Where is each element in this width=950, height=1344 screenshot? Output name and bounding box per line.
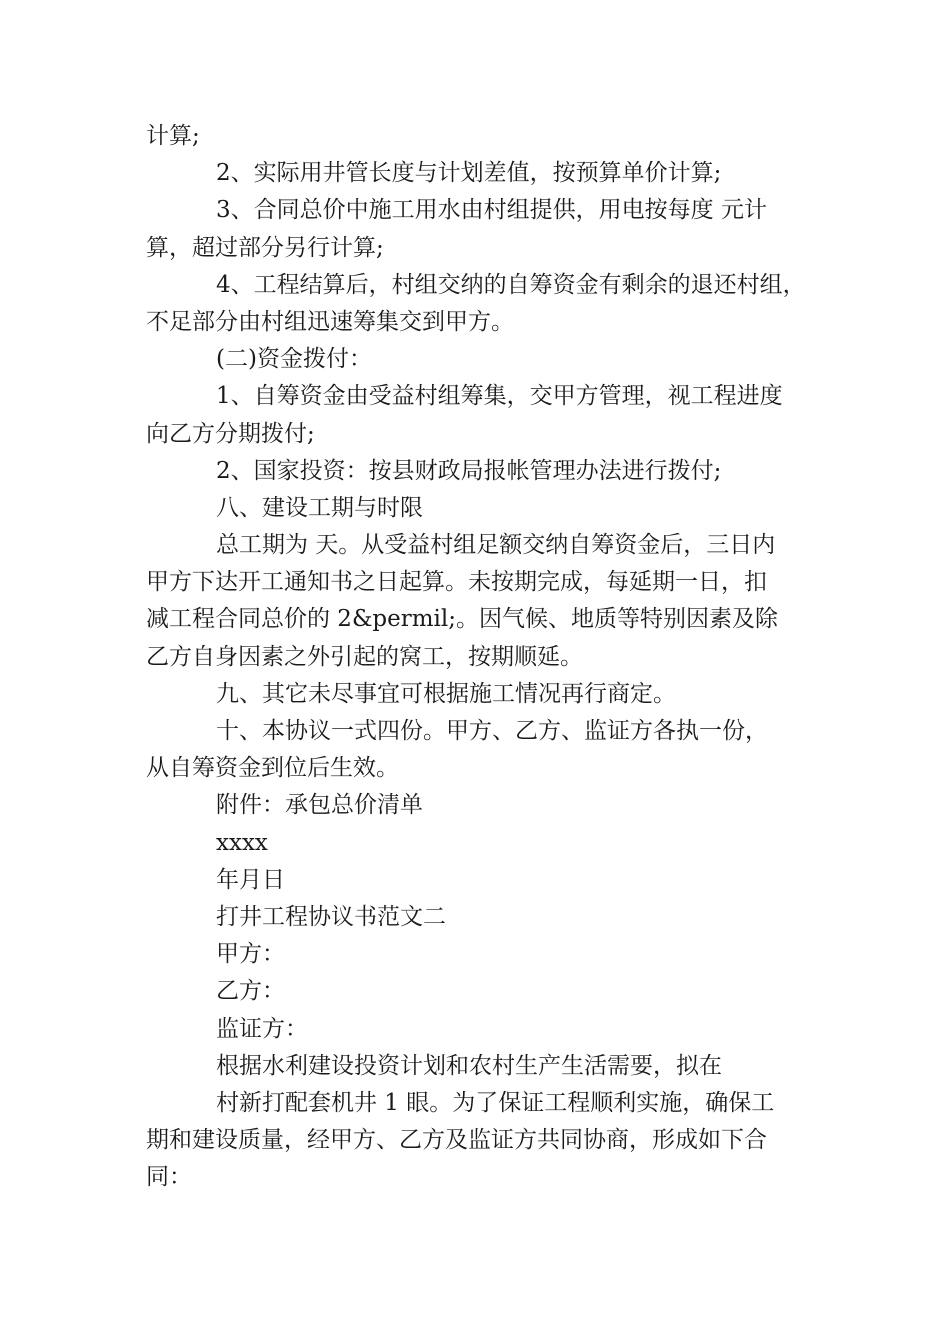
text-line: 甲方下达开工通知书之日起算。未按期完成，每延期一日，扣 [146,569,767,596]
text-line: (二)资金拨付： [216,346,372,373]
text-line: 打井工程协议书范文二 [216,903,446,930]
text-line: 附件：承包总价清单 [216,792,423,819]
text-line: 根据水利建设投资计划和农村生产生活需要，拟在 [216,1052,722,1079]
text-line: xxxx [216,829,268,856]
text-line: 九、其它未尽事宜可根据施工情况再行商定。 [216,680,676,707]
text-line: 3、合同总价中施工用水由村组提供，用电按每度 元计 [216,197,767,224]
text-line: 计算; [146,123,200,149]
text-line: 减工程合同总价的 2&permil;。因气候、地质等特别因素及除 [146,606,779,633]
text-line: 算，超过部分另行计算; [146,234,384,261]
text-line: 从自筹资金到位后生效。 [146,755,399,782]
text-line: 村新打配套机井 1 眼。为了保证工程顺利实施，确保工 [216,1089,775,1116]
text-line: 年月日 [216,866,285,893]
document-body [146,118,826,1196]
text-line: 甲方： [216,941,285,968]
text-line: 2、实际用井管长度与计划差值，按预算单价计算; [216,160,722,187]
text-line: 总工期为 天。从受益村组足额交纳自筹资金后，三日内 [216,532,776,559]
text-line: 八、建设工期与时限 [216,494,423,521]
text-line: 乙方自身因素之外引起的窝工，按期顺延。 [146,643,583,670]
text-line: 期和建设质量，经甲方、乙方及监证方共同协商，形成如下合 [146,1127,767,1154]
text-line: 4、工程结算后，村组交纳的自筹资金有剩余的退还村组， [216,271,806,298]
text-line: 同： [146,1164,192,1191]
text-line: 不足部分由村组迅速筹集交到甲方。 [146,308,514,335]
text-line: 监证方： [216,1015,308,1042]
text-line: 向乙方分期拨付; [146,420,315,447]
text-line: 十、本协议一式四份。甲方、乙方、监证方各执一份， [216,718,768,744]
text-line: 乙方： [216,978,285,1005]
text-line: 1、自筹资金由受益村组筹集，交甲方管理，视工程进度 [216,383,783,410]
text-line: 2、国家投资：按县财政局报帐管理办法进行拨付; [216,457,722,484]
